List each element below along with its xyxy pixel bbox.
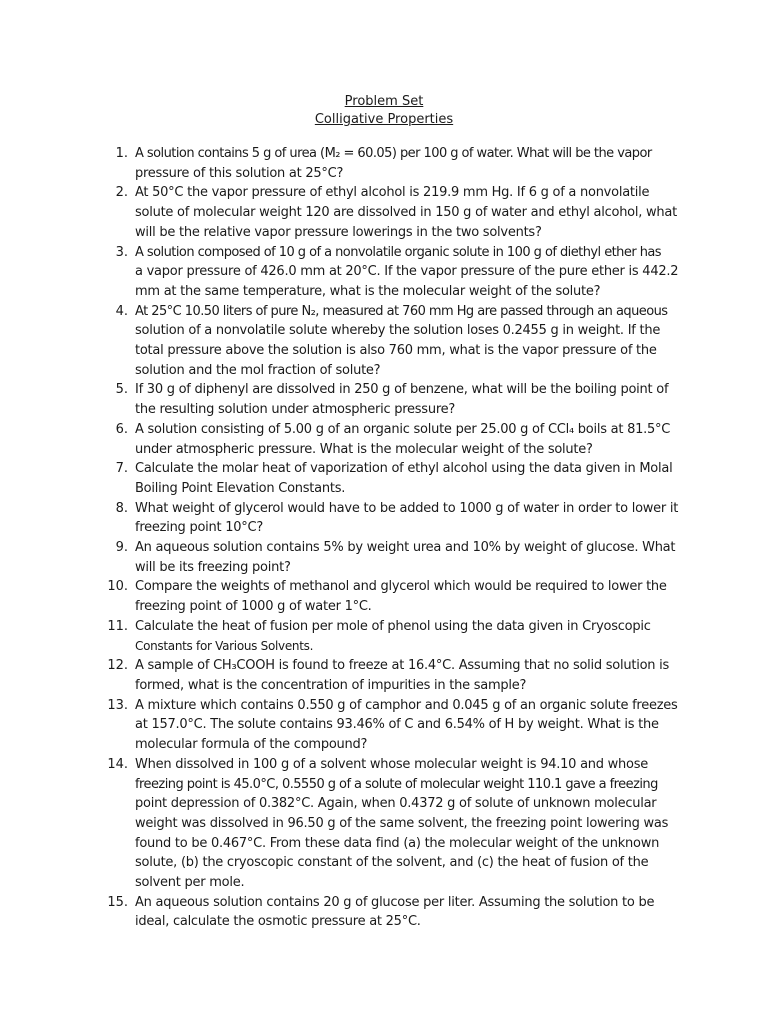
problem-text-line: Constants for Various Solvents.	[135, 638, 314, 653]
problem-item	[96, 499, 686, 538]
problem-text-line: total pressure above the solution is also 760 mm, what is the vapor pressure of the	[135, 343, 657, 359]
problem-text-line: Boiling Point Elevation Constants.	[135, 480, 346, 496]
problem-number: 2.	[115, 185, 128, 201]
problem-text-line: will be the relative vapor pressure lowerings in the two solvents?	[135, 224, 542, 240]
problem-text-line: formed, what is the concentration of impurities in the sample?	[135, 677, 527, 693]
problem-text-line: molecular formula of the compound?	[135, 737, 368, 753]
problem-text-line: freezing point is 45.0°C, 0.5550 g of a solute of molecular weight 110.1 gave a freezing	[135, 776, 658, 792]
problem-item	[96, 755, 686, 893]
problem-text-line: ideal, calculate the osmotic pressure at 25°C.	[135, 914, 421, 930]
page-subtitle: Colligative Properties	[314, 112, 454, 127]
problem-item	[96, 617, 686, 656]
problem-text-line: An aqueous solution contains 20 g of glucose per liter. Assuming the solution to be	[135, 894, 655, 910]
problem-text-line: What weight of glycerol would have to be added to 1000 g of water in order to lower it	[135, 500, 679, 516]
problem-number: 13.	[107, 697, 128, 713]
problem-text-line: freezing point of 1000 g of water 1°C.	[135, 599, 372, 615]
problem-text-line: will be its freezing point?	[135, 559, 291, 575]
problem-text-line: pressure of this solution at 25°C?	[135, 165, 344, 181]
problem-text-line: found to be 0.467°C. From these data find (a) the molecular weight of the unknown	[135, 835, 660, 851]
problem-text-line: An aqueous solution contains 5% by weight urea and 10% by weight of glucose. What	[135, 540, 676, 556]
problem-text-line: At 50°C the vapor pressure of ethyl alcohol is 219.9 mm Hg. If 6 g of a nonvolatile	[135, 185, 650, 201]
problem-text-line: Compare the weights of methanol and glycerol which would be required to lower the	[135, 579, 667, 595]
problem-number: 11.	[107, 618, 128, 634]
problem-text-line: solute, (b) the cryoscopic constant of the solvent, and (c) the heat of fusion of the	[135, 855, 649, 871]
problem-text-line: solvent per mole.	[135, 875, 245, 891]
page-title: Problem Set	[344, 94, 424, 109]
problem-number: 4.	[115, 303, 128, 319]
problem-item	[96, 144, 686, 183]
problem-item	[96, 459, 686, 498]
problem-item	[96, 696, 686, 755]
problem-item	[96, 893, 686, 932]
problem-text-line: A sample of CH₃COOH is found to freeze at 16.4°C. Assuming that no solid solution is	[135, 658, 670, 674]
problem-text-line: point depression of 0.382°C. Again, when 0.4372 g of solute of unknown molecular	[135, 796, 657, 812]
problem-number: 15.	[107, 894, 128, 910]
problem-text-line: a vapor pressure of 426.0 mm at 20°C. If the vapor pressure of the pure ether is 442.2	[135, 264, 679, 280]
problem-text-line: weight was dissolved in 96.50 g of the same solvent, the freezing point lowering was	[135, 815, 669, 831]
problem-text-line: Calculate the heat of fusion per mole of phenol using the data given in Cryoscopic	[135, 618, 651, 634]
problem-text-line: freezing point 10°C?	[135, 520, 263, 536]
problem-number: 8.	[115, 500, 128, 516]
problem-text-line: the resulting solution under atmospheric pressure?	[135, 402, 456, 418]
problem-text-line: A solution consisting of 5.00 g of an organic solute per 25.00 g of CCl₄ boils at 81.5°C	[135, 421, 671, 437]
problem-text-line: solution and the mol fraction of solute?	[135, 362, 381, 378]
problem-item	[96, 243, 686, 302]
problem-text-line: under atmospheric pressure. What is the molecular weight of the solute?	[135, 441, 593, 457]
problem-item	[96, 577, 686, 616]
problem-item	[96, 380, 686, 419]
problem-number: 3.	[115, 244, 128, 260]
problem-number: 12.	[107, 658, 128, 674]
problem-item	[96, 420, 686, 459]
problem-text-line: at 157.0°C. The solute contains 93.46% of C and 6.54% of H by weight. What is the	[135, 717, 659, 733]
problem-text-line: A solution contains 5 g of urea (M₂ = 60.05) per 100 g of water. What will be the vapor	[135, 146, 652, 161]
problem-text-line: At 25°C 10.50 liters of pure N₂, measured at 760 mm Hg are passed through an aqueous	[135, 303, 668, 319]
problem-item	[96, 538, 686, 577]
problem-text-line: If 30 g of diphenyl are dissolved in 250 g of benzene, what will be the boiling point of	[135, 382, 669, 398]
problem-number: 9.	[115, 540, 128, 556]
problem-text-line: Calculate the molar heat of vaporization of ethyl alcohol using the data given in Molal	[135, 461, 673, 477]
problem-number: 14.	[107, 756, 128, 772]
problem-number: 6.	[115, 421, 128, 437]
problem-item	[96, 656, 686, 695]
problem-text-line: A solution composed of 10 g of a nonvolatile organic solute in 100 g of diethyl ether has	[135, 244, 662, 260]
problem-text-line: When dissolved in 100 g of a solvent whose molecular weight is 94.10 and whose	[135, 756, 648, 772]
problem-text-line: solute of molecular weight 120 are dissolved in 150 g of water and ethyl alcohol, what	[135, 205, 677, 221]
problem-number: 1.	[115, 146, 128, 161]
problem-text-line: A mixture which contains 0.550 g of camphor and 0.045 g of an organic solute freezes	[135, 697, 678, 713]
problem-item	[96, 302, 686, 381]
problem-text-line: mm at the same temperature, what is the molecular weight of the solute?	[135, 283, 601, 299]
problem-number: 10.	[107, 579, 128, 595]
problem-number: 7.	[115, 461, 128, 477]
problem-text-line: solution of a nonvolatile solute whereby the solution loses 0.2455 g in weight. If the	[135, 323, 661, 339]
problem-number: 5.	[115, 382, 128, 398]
problem-list	[96, 144, 686, 932]
problem-item	[96, 183, 686, 242]
